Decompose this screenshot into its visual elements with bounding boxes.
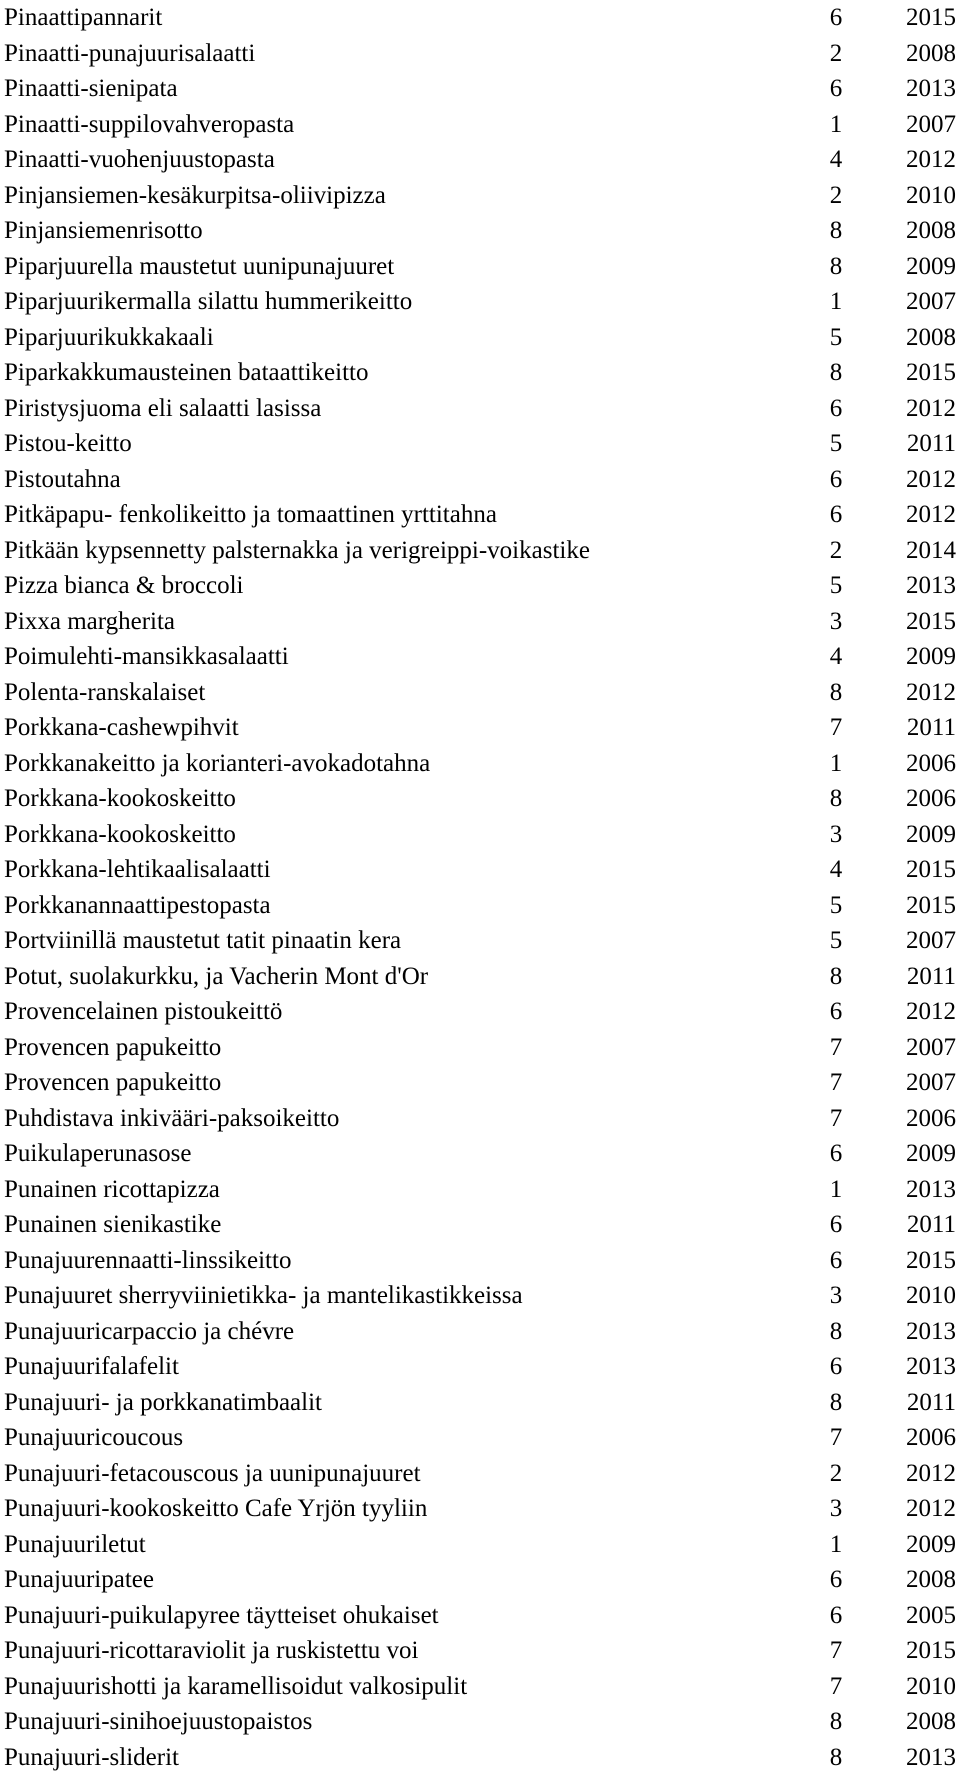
recipe-count: 6 — [829, 394, 843, 422]
recipe-count: 8 — [829, 1317, 843, 1345]
recipe-year: 2012 — [906, 998, 956, 1025]
recipe-name: Puikulaperunasose — [4, 1140, 192, 1167]
recipe-name: Porkkana-cashewpihvit — [4, 714, 239, 741]
recipe-count: 7 — [829, 714, 843, 741]
recipe-count: 6 — [829, 75, 843, 102]
recipe-count: 6 — [829, 4, 843, 31]
recipe-year: 2010 — [906, 1672, 956, 1700]
recipe-count: 3 — [829, 1282, 843, 1309]
recipe-year: 2011 — [906, 1211, 956, 1238]
recipe-count: 7 — [829, 1424, 843, 1451]
recipe-row — [0, 497, 960, 533]
recipe-year: 2009 — [906, 252, 956, 280]
recipe-row — [0, 36, 960, 72]
recipe-name: Punajuuri-kookoskeitto Cafe Yrjön tyyliin — [4, 1495, 428, 1522]
recipe-count: 6 — [829, 501, 843, 528]
recipe-name: Portviinillä maustetut tatit pinaatin kera — [4, 927, 402, 954]
recipe-count: 8 — [829, 1388, 843, 1416]
recipe-name: Piparjuurikukkakaali — [4, 323, 214, 351]
recipe-year: 2015 — [906, 359, 956, 386]
recipe-count: 1 — [829, 1175, 843, 1203]
recipe-row — [0, 1598, 960, 1634]
recipe-row — [0, 1065, 960, 1101]
recipe-name: Punajuuriletut — [4, 1530, 146, 1558]
recipe-row — [0, 462, 960, 498]
recipe-year: 2009 — [906, 820, 956, 848]
recipe-count: 4 — [829, 643, 843, 670]
recipe-row — [0, 1633, 960, 1669]
recipe-count: 1 — [829, 110, 843, 138]
recipe-count: 6 — [829, 1601, 843, 1629]
recipe-year: 2006 — [906, 1424, 956, 1451]
recipe-count: 6 — [829, 998, 843, 1025]
recipe-row — [0, 284, 960, 320]
recipe-name: Porkkanannaattipestopasta — [4, 891, 271, 919]
recipe-year: 2013 — [906, 1743, 956, 1771]
recipe-row — [0, 107, 960, 143]
recipe-row — [0, 1562, 960, 1598]
recipe-row — [0, 71, 960, 107]
recipe-year: 2007 — [906, 1069, 956, 1096]
recipe-name: Porkkana-kookoskeitto — [4, 820, 236, 848]
recipe-count: 2 — [829, 536, 843, 564]
recipe-year: 2014 — [906, 536, 956, 564]
recipe-year: 2012 — [906, 394, 956, 422]
recipe-year: 2008 — [906, 217, 956, 244]
recipe-year: 2012 — [906, 146, 956, 173]
recipe-year: 2010 — [906, 1282, 956, 1309]
recipe-count: 8 — [829, 678, 843, 706]
recipe-name: Punajuuricoucous — [4, 1424, 184, 1451]
recipe-name: Punajuuri-sinihoejuustopaistos — [4, 1708, 313, 1735]
recipe-row — [0, 994, 960, 1030]
recipe-year: 2009 — [906, 643, 956, 670]
recipe-row — [0, 1207, 960, 1243]
recipe-row — [0, 888, 960, 924]
recipe-row — [0, 320, 960, 356]
recipe-year: 2007 — [906, 927, 956, 954]
recipe-row — [0, 923, 960, 959]
recipe-name: Pitkäpapu- fenkolikeitto ja tomaattinen yrttitahna — [4, 501, 497, 528]
recipe-row — [0, 0, 960, 36]
recipe-year: 2015 — [906, 891, 956, 919]
recipe-name: Punainen ricottapizza — [4, 1175, 220, 1203]
recipe-name: Pinaattipannarit — [4, 4, 163, 31]
recipe-name: Pistou-keitto — [4, 430, 132, 457]
recipe-count: 4 — [829, 146, 843, 173]
recipe-count: 2 — [829, 181, 843, 209]
recipe-row — [0, 213, 960, 249]
recipe-count: 2 — [829, 1459, 843, 1487]
recipe-name: Pinaatti-punajuurisalaatti — [4, 39, 256, 67]
recipe-row — [0, 426, 960, 462]
recipe-count: 5 — [829, 927, 843, 954]
recipe-row — [0, 1385, 960, 1421]
recipe-name: Piristysjuoma eli salaatti lasissa — [4, 394, 322, 422]
recipe-name: Punajuurishotti ja karamellisoidut valkosipulit — [4, 1672, 468, 1700]
recipe-count: 1 — [829, 749, 843, 777]
recipe-year: 2009 — [906, 1140, 956, 1167]
recipe-name: Porkkana-kookoskeitto — [4, 785, 236, 812]
recipe-name: Provencelainen pistoukeittö — [4, 998, 283, 1025]
recipe-year: 2008 — [906, 39, 956, 67]
recipe-count: 7 — [829, 1033, 843, 1061]
recipe-count: 6 — [829, 1566, 843, 1593]
recipe-year: 2010 — [906, 181, 956, 209]
recipe-count: 1 — [829, 288, 843, 315]
recipe-count: 7 — [829, 1069, 843, 1096]
recipe-name: Pinjansiemenrisotto — [4, 217, 203, 244]
recipe-name: Pinaatti-vuohenjuustopasta — [4, 146, 275, 173]
recipe-count: 8 — [829, 785, 843, 812]
recipe-name: Piparkakkumausteinen bataattikeitto — [4, 359, 369, 386]
recipe-year: 2013 — [906, 1175, 956, 1203]
recipe-year: 2007 — [906, 1033, 956, 1061]
recipe-row — [0, 1172, 960, 1208]
recipe-row — [0, 1491, 960, 1527]
recipe-year: 2015 — [906, 4, 956, 31]
recipe-name: Punajuuret sherryviinietikka- ja mantelikastikkeissa — [4, 1282, 523, 1309]
recipe-count: 8 — [829, 962, 843, 990]
recipe-name: Punajuuricarpaccio ja chévre — [4, 1317, 295, 1345]
recipe-year: 2015 — [906, 1246, 956, 1274]
recipe-count: 7 — [829, 1672, 843, 1700]
recipe-year: 2015 — [906, 856, 956, 883]
recipe-year: 2008 — [906, 1566, 956, 1593]
recipe-row — [0, 1278, 960, 1314]
recipe-year: 2013 — [906, 75, 956, 102]
recipe-year: 2013 — [906, 572, 956, 599]
recipe-name: Punajuurennaatti-linssikeitto — [4, 1246, 292, 1274]
recipe-count: 3 — [829, 607, 843, 635]
recipe-count: 5 — [829, 891, 843, 919]
recipe-row — [0, 1669, 960, 1705]
recipe-name: Pizza bianca & broccoli — [4, 572, 244, 599]
recipe-year: 2009 — [906, 1530, 956, 1558]
recipe-name: Punajuuri-puikulapyree täytteiset ohukaiset — [4, 1601, 439, 1629]
recipe-row — [0, 817, 960, 853]
recipe-year: 2011 — [906, 714, 956, 741]
recipe-name: Punajuuri-fetacouscous ja uunipunajuuret — [4, 1459, 421, 1487]
recipe-year: 2015 — [906, 1637, 956, 1664]
recipe-row — [0, 959, 960, 995]
recipe-year: 2012 — [906, 678, 956, 706]
recipe-name: Pinaatti-suppilovahveropasta — [4, 110, 295, 138]
recipe-row — [0, 1243, 960, 1279]
recipe-count: 6 — [829, 1353, 843, 1380]
recipe-count: 1 — [829, 1530, 843, 1558]
recipe-count: 8 — [829, 1743, 843, 1771]
recipe-count: 5 — [829, 430, 843, 457]
recipe-count: 3 — [829, 820, 843, 848]
recipe-year: 2008 — [906, 323, 956, 351]
recipe-row — [0, 1349, 960, 1385]
recipe-name: Polenta-ranskalaiset — [4, 678, 206, 706]
recipe-name: Puhdistava inkivääri-paksoikeitto — [4, 1104, 340, 1132]
recipe-name: Porkkanakeitto ja korianteri-avokadotahna — [4, 749, 431, 777]
recipe-name: Porkkana-lehtikaalisalaatti — [4, 856, 271, 883]
recipe-name: Piparjuurikermalla silattu hummerikeitto — [4, 288, 413, 315]
recipe-count: 7 — [829, 1104, 843, 1132]
recipe-count: 4 — [829, 856, 843, 883]
recipe-row — [0, 710, 960, 746]
recipe-count: 8 — [829, 252, 843, 280]
recipe-row — [0, 178, 960, 214]
recipe-row — [0, 1101, 960, 1137]
recipe-row — [0, 781, 960, 817]
recipe-year: 2011 — [906, 962, 956, 990]
recipe-row — [0, 604, 960, 640]
recipe-year: 2012 — [906, 465, 956, 493]
recipe-row — [0, 1704, 960, 1740]
recipe-row — [0, 1740, 960, 1776]
recipe-count: 6 — [829, 1140, 843, 1167]
recipe-row — [0, 639, 960, 675]
recipe-name: Pinjansiemen-kesäkurpitsa-oliivipizza — [4, 181, 386, 209]
recipe-name: Pitkään kypsennetty palsternakka ja verigreippi-voikastike — [4, 536, 590, 564]
recipe-count: 8 — [829, 359, 843, 386]
recipe-year: 2006 — [906, 749, 956, 777]
recipe-name: Punainen sienikastike — [4, 1211, 222, 1238]
recipe-row — [0, 675, 960, 711]
recipe-row — [0, 1136, 960, 1172]
recipe-name: Pixxa margherita — [4, 607, 176, 635]
recipe-row — [0, 1456, 960, 1492]
recipe-year: 2011 — [906, 1388, 956, 1416]
recipe-year: 2013 — [906, 1353, 956, 1380]
recipe-row — [0, 249, 960, 285]
recipe-count: 6 — [829, 1246, 843, 1274]
recipe-name: Piparjuurella maustetut uunipunajuuret — [4, 252, 395, 280]
recipe-row — [0, 1420, 960, 1456]
recipe-row — [0, 533, 960, 569]
recipe-count: 8 — [829, 1708, 843, 1735]
recipe-count: 8 — [829, 217, 843, 244]
recipe-count: 2 — [829, 39, 843, 67]
recipe-year: 2012 — [906, 1459, 956, 1487]
recipe-row — [0, 1030, 960, 1066]
recipe-year: 2007 — [906, 110, 956, 138]
recipe-name: Punajuuri- ja porkkanatimbaalit — [4, 1388, 322, 1416]
recipe-name: Pinaatti-sienipata — [4, 75, 178, 102]
recipe-year: 2012 — [906, 1495, 956, 1522]
recipe-name: Punajuuri-ricottaraviolit ja ruskistettu voi — [4, 1637, 419, 1664]
recipe-year: 2012 — [906, 501, 956, 528]
recipe-year: 2006 — [906, 785, 956, 812]
recipe-count: 7 — [829, 1637, 843, 1664]
recipe-name: Potut, suolakurkku, ja Vacherin Mont d'Or — [4, 962, 429, 990]
recipe-name: Punajuurifalafelit — [4, 1353, 179, 1380]
recipe-count: 5 — [829, 572, 843, 599]
recipe-row — [0, 1314, 960, 1350]
recipe-name: Provencen papukeitto — [4, 1069, 222, 1096]
recipe-count: 5 — [829, 323, 843, 351]
recipe-row — [0, 568, 960, 604]
recipe-count: 6 — [829, 465, 843, 493]
recipe-name: Punajuuripatee — [4, 1566, 154, 1593]
recipe-row — [0, 355, 960, 391]
recipe-name: Punajuuri-sliderit — [4, 1743, 179, 1771]
recipe-year: 2013 — [906, 1317, 956, 1345]
recipe-row — [0, 391, 960, 427]
recipe-count: 6 — [829, 1211, 843, 1238]
recipe-row — [0, 852, 960, 888]
recipe-name: Pistoutahna — [4, 465, 121, 493]
recipe-year: 2005 — [906, 1601, 956, 1629]
recipe-row — [0, 142, 960, 178]
recipe-name: Provencen papukeitto — [4, 1033, 222, 1061]
recipe-count: 3 — [829, 1495, 843, 1522]
recipe-year: 2008 — [906, 1708, 956, 1735]
recipe-name: Poimulehti-mansikkasalaatti — [4, 643, 289, 670]
recipe-year: 2006 — [906, 1104, 956, 1132]
recipe-year: 2015 — [906, 607, 956, 635]
recipe-row — [0, 1527, 960, 1563]
recipe-year: 2011 — [906, 430, 956, 457]
recipe-row — [0, 746, 960, 782]
recipe-year: 2007 — [906, 288, 956, 315]
